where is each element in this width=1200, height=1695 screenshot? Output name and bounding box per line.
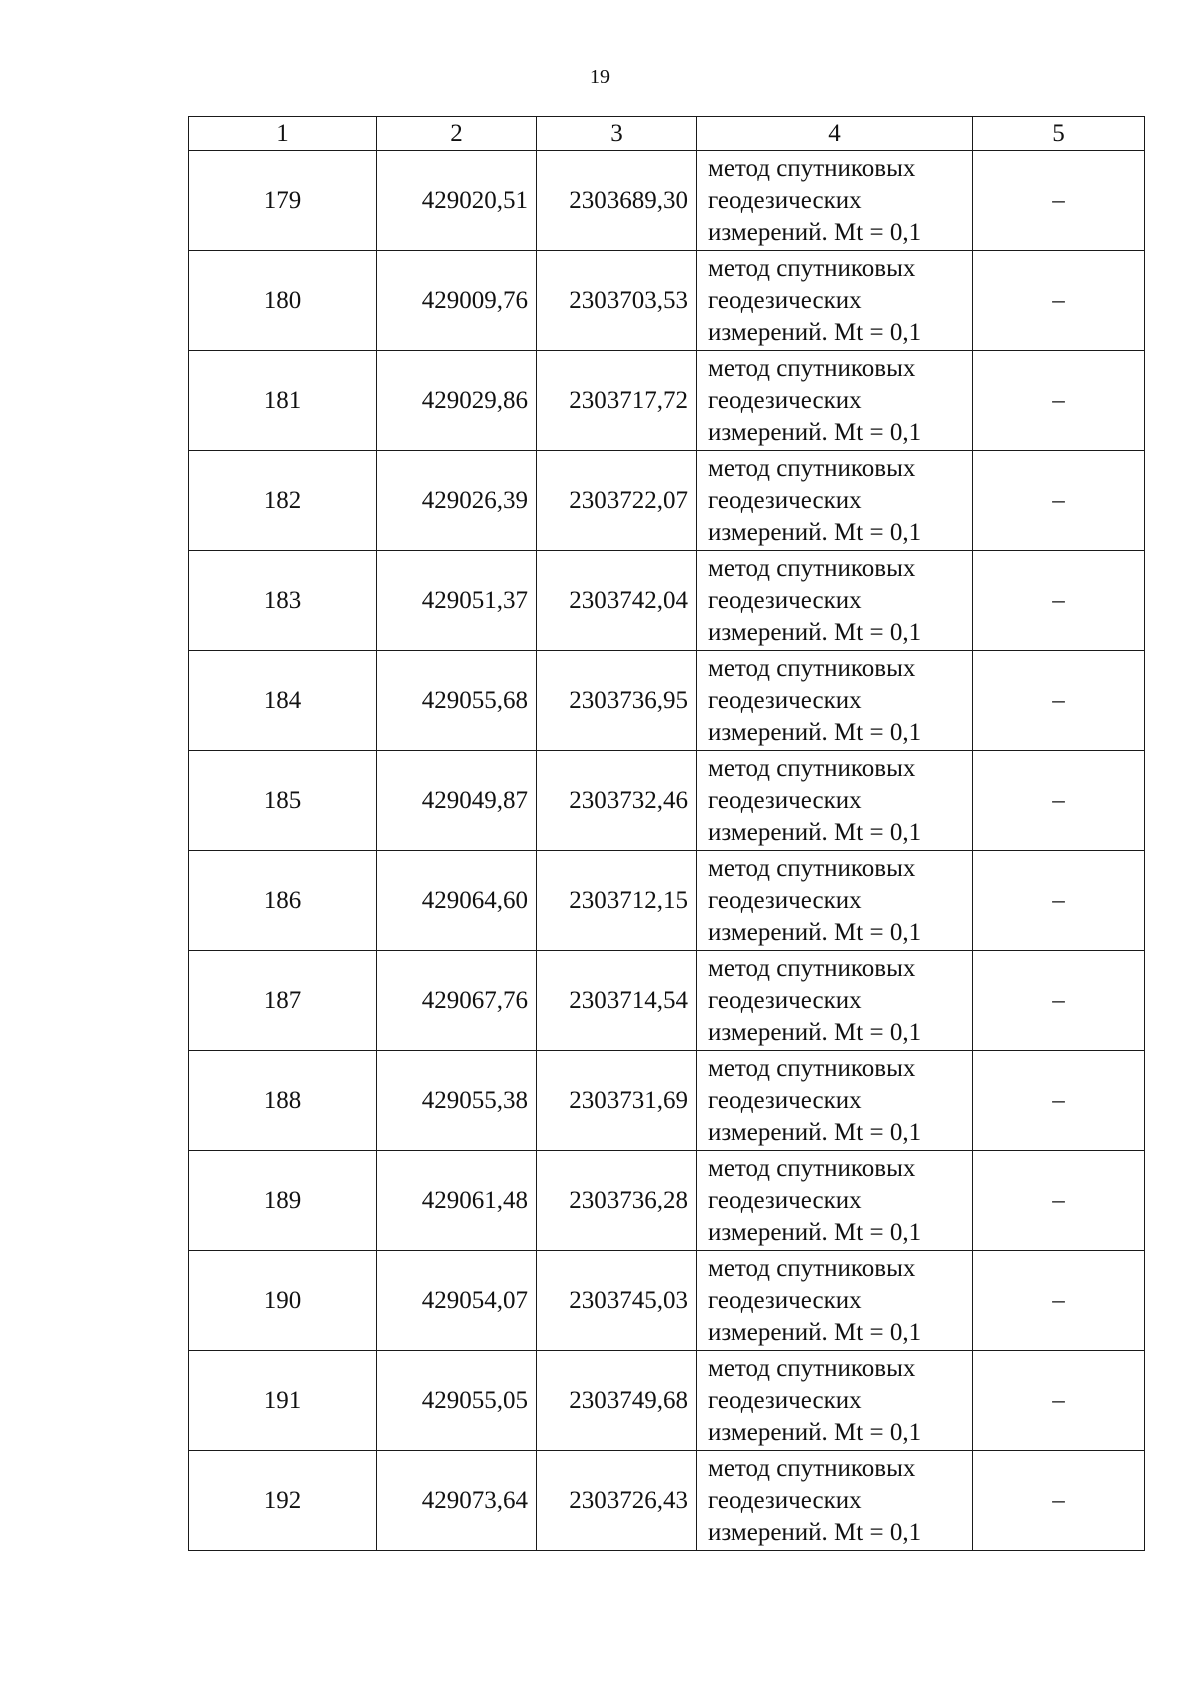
method-line: геодезических (708, 186, 862, 214)
method-line: метод спутниковых (708, 554, 916, 582)
point-number-cell: 192 (189, 1451, 377, 1551)
method-line: метод спутниковых (708, 1054, 916, 1082)
table-row (189, 1151, 1145, 1251)
method-line: измерений. Mt = 0,1 (708, 1418, 922, 1446)
note-cell: – (973, 1251, 1145, 1351)
method-cell (697, 1051, 973, 1151)
y-coordinate-cell: 2303689,30 (537, 151, 697, 251)
method-line: метод спутниковых (708, 954, 916, 982)
method-cell (697, 551, 973, 651)
method-line: геодезических (708, 486, 862, 514)
note-cell: – (973, 851, 1145, 951)
method-line: геодезических (708, 986, 862, 1014)
table-row (189, 551, 1145, 651)
point-number-cell: 179 (189, 151, 377, 251)
method-line: геодезических (708, 686, 862, 714)
method-line: метод спутниковых (708, 354, 916, 382)
column-header-4: 4 (697, 117, 973, 151)
note-cell: – (973, 1151, 1145, 1251)
note-cell: – (973, 151, 1145, 251)
x-coordinate-cell: 429055,05 (377, 1351, 537, 1451)
x-coordinate-cell: 429026,39 (377, 451, 537, 551)
method-line: метод спутниковых (708, 254, 916, 282)
note-cell: – (973, 1451, 1145, 1551)
method-cell (697, 1151, 973, 1251)
x-coordinate-cell: 429055,68 (377, 651, 537, 751)
point-number-cell: 185 (189, 751, 377, 851)
method-cell (697, 1351, 973, 1451)
method-cell (697, 251, 973, 351)
y-coordinate-cell: 2303703,53 (537, 251, 697, 351)
y-coordinate-cell: 2303736,95 (537, 651, 697, 751)
y-coordinate-cell: 2303717,72 (537, 351, 697, 451)
y-coordinate-cell: 2303732,46 (537, 751, 697, 851)
point-number-cell: 191 (189, 1351, 377, 1451)
x-coordinate-cell: 429029,86 (377, 351, 537, 451)
point-number-cell: 182 (189, 451, 377, 551)
y-coordinate-cell: 2303731,69 (537, 1051, 697, 1151)
column-header-3: 3 (537, 117, 697, 151)
method-line: измерений. Mt = 0,1 (708, 518, 922, 546)
x-coordinate-cell: 429061,48 (377, 1151, 537, 1251)
table-row (189, 751, 1145, 851)
point-number-cell: 184 (189, 651, 377, 751)
y-coordinate-cell: 2303714,54 (537, 951, 697, 1051)
column-header-2: 2 (377, 117, 537, 151)
method-line: метод спутниковых (708, 1454, 916, 1482)
method-cell (697, 351, 973, 451)
method-line: геодезических (708, 886, 862, 914)
page-number: 19 (590, 66, 610, 88)
point-number-cell: 188 (189, 1051, 377, 1151)
point-number-cell: 187 (189, 951, 377, 1051)
x-coordinate-cell: 429067,76 (377, 951, 537, 1051)
table-row (189, 151, 1145, 251)
table-row (189, 451, 1145, 551)
x-coordinate-cell: 429020,51 (377, 151, 537, 251)
method-line: метод спутниковых (708, 1354, 916, 1382)
point-number-cell: 189 (189, 1151, 377, 1251)
note-cell: – (973, 651, 1145, 751)
x-coordinate-cell: 429054,07 (377, 1251, 537, 1351)
table-row (189, 1251, 1145, 1351)
method-cell (697, 751, 973, 851)
point-number-cell: 181 (189, 351, 377, 451)
x-coordinate-cell: 429009,76 (377, 251, 537, 351)
note-cell: – (973, 251, 1145, 351)
method-cell (697, 851, 973, 951)
point-number-cell: 190 (189, 1251, 377, 1351)
table-header-row (189, 117, 1145, 151)
method-line: метод спутниковых (708, 754, 916, 782)
y-coordinate-cell: 2303742,04 (537, 551, 697, 651)
method-line: измерений. Mt = 0,1 (708, 1518, 922, 1546)
method-line: метод спутниковых (708, 854, 916, 882)
y-coordinate-cell: 2303722,07 (537, 451, 697, 551)
table-row (189, 851, 1145, 951)
method-line: измерений. Mt = 0,1 (708, 918, 922, 946)
point-number-cell: 183 (189, 551, 377, 651)
method-line: измерений. Mt = 0,1 (708, 218, 922, 246)
x-coordinate-cell: 429064,60 (377, 851, 537, 951)
note-cell: – (973, 1351, 1145, 1451)
table-row (189, 351, 1145, 451)
method-line: геодезических (708, 1286, 862, 1314)
method-cell (697, 451, 973, 551)
method-line: метод спутниковых (708, 1154, 916, 1182)
method-line: измерений. Mt = 0,1 (708, 1218, 922, 1246)
note-cell: – (973, 1051, 1145, 1151)
method-line: метод спутниковых (708, 454, 916, 482)
method-line: геодезических (708, 1186, 862, 1214)
x-coordinate-cell: 429055,38 (377, 1051, 537, 1151)
table-row (189, 651, 1145, 751)
method-line: измерений. Mt = 0,1 (708, 618, 922, 646)
method-line: геодезических (708, 286, 862, 314)
method-line: измерений. Mt = 0,1 (708, 318, 922, 346)
note-cell: – (973, 551, 1145, 651)
y-coordinate-cell: 2303712,15 (537, 851, 697, 951)
method-line: метод спутниковых (708, 1254, 916, 1282)
method-line: геодезических (708, 1386, 862, 1414)
table-row (189, 1451, 1145, 1551)
method-line: геодезических (708, 786, 862, 814)
x-coordinate-cell: 429073,64 (377, 1451, 537, 1551)
method-line: измерений. Mt = 0,1 (708, 818, 922, 846)
y-coordinate-cell: 2303745,03 (537, 1251, 697, 1351)
x-coordinate-cell: 429051,37 (377, 551, 537, 651)
note-cell: – (973, 351, 1145, 451)
method-cell (697, 1251, 973, 1351)
method-line: измерений. Mt = 0,1 (708, 1318, 922, 1346)
x-coordinate-cell: 429049,87 (377, 751, 537, 851)
point-number-cell: 180 (189, 251, 377, 351)
method-line: метод спутниковых (708, 654, 916, 682)
note-cell: – (973, 751, 1145, 851)
method-line: измерений. Mt = 0,1 (708, 1118, 922, 1146)
note-cell: – (973, 951, 1145, 1051)
table-row (189, 1051, 1145, 1151)
method-line: измерений. Mt = 0,1 (708, 1018, 922, 1046)
method-line: геодезических (708, 1086, 862, 1114)
column-header-1: 1 (189, 117, 377, 151)
method-cell (697, 651, 973, 751)
y-coordinate-cell: 2303736,28 (537, 1151, 697, 1251)
method-cell (697, 951, 973, 1051)
table-row (189, 1351, 1145, 1451)
method-line: геодезических (708, 1486, 862, 1514)
method-cell (697, 151, 973, 251)
method-cell (697, 1451, 973, 1551)
table-body (189, 151, 1145, 1551)
column-header-5: 5 (973, 117, 1145, 151)
coordinates-table (188, 116, 1145, 1551)
method-line: метод спутниковых (708, 154, 916, 182)
point-number-cell: 186 (189, 851, 377, 951)
table-row (189, 251, 1145, 351)
y-coordinate-cell: 2303726,43 (537, 1451, 697, 1551)
note-cell: – (973, 451, 1145, 551)
method-line: геодезических (708, 386, 862, 414)
y-coordinate-cell: 2303749,68 (537, 1351, 697, 1451)
table-row (189, 951, 1145, 1051)
method-line: геодезических (708, 586, 862, 614)
method-line: измерений. Mt = 0,1 (708, 418, 922, 446)
method-line: измерений. Mt = 0,1 (708, 718, 922, 746)
